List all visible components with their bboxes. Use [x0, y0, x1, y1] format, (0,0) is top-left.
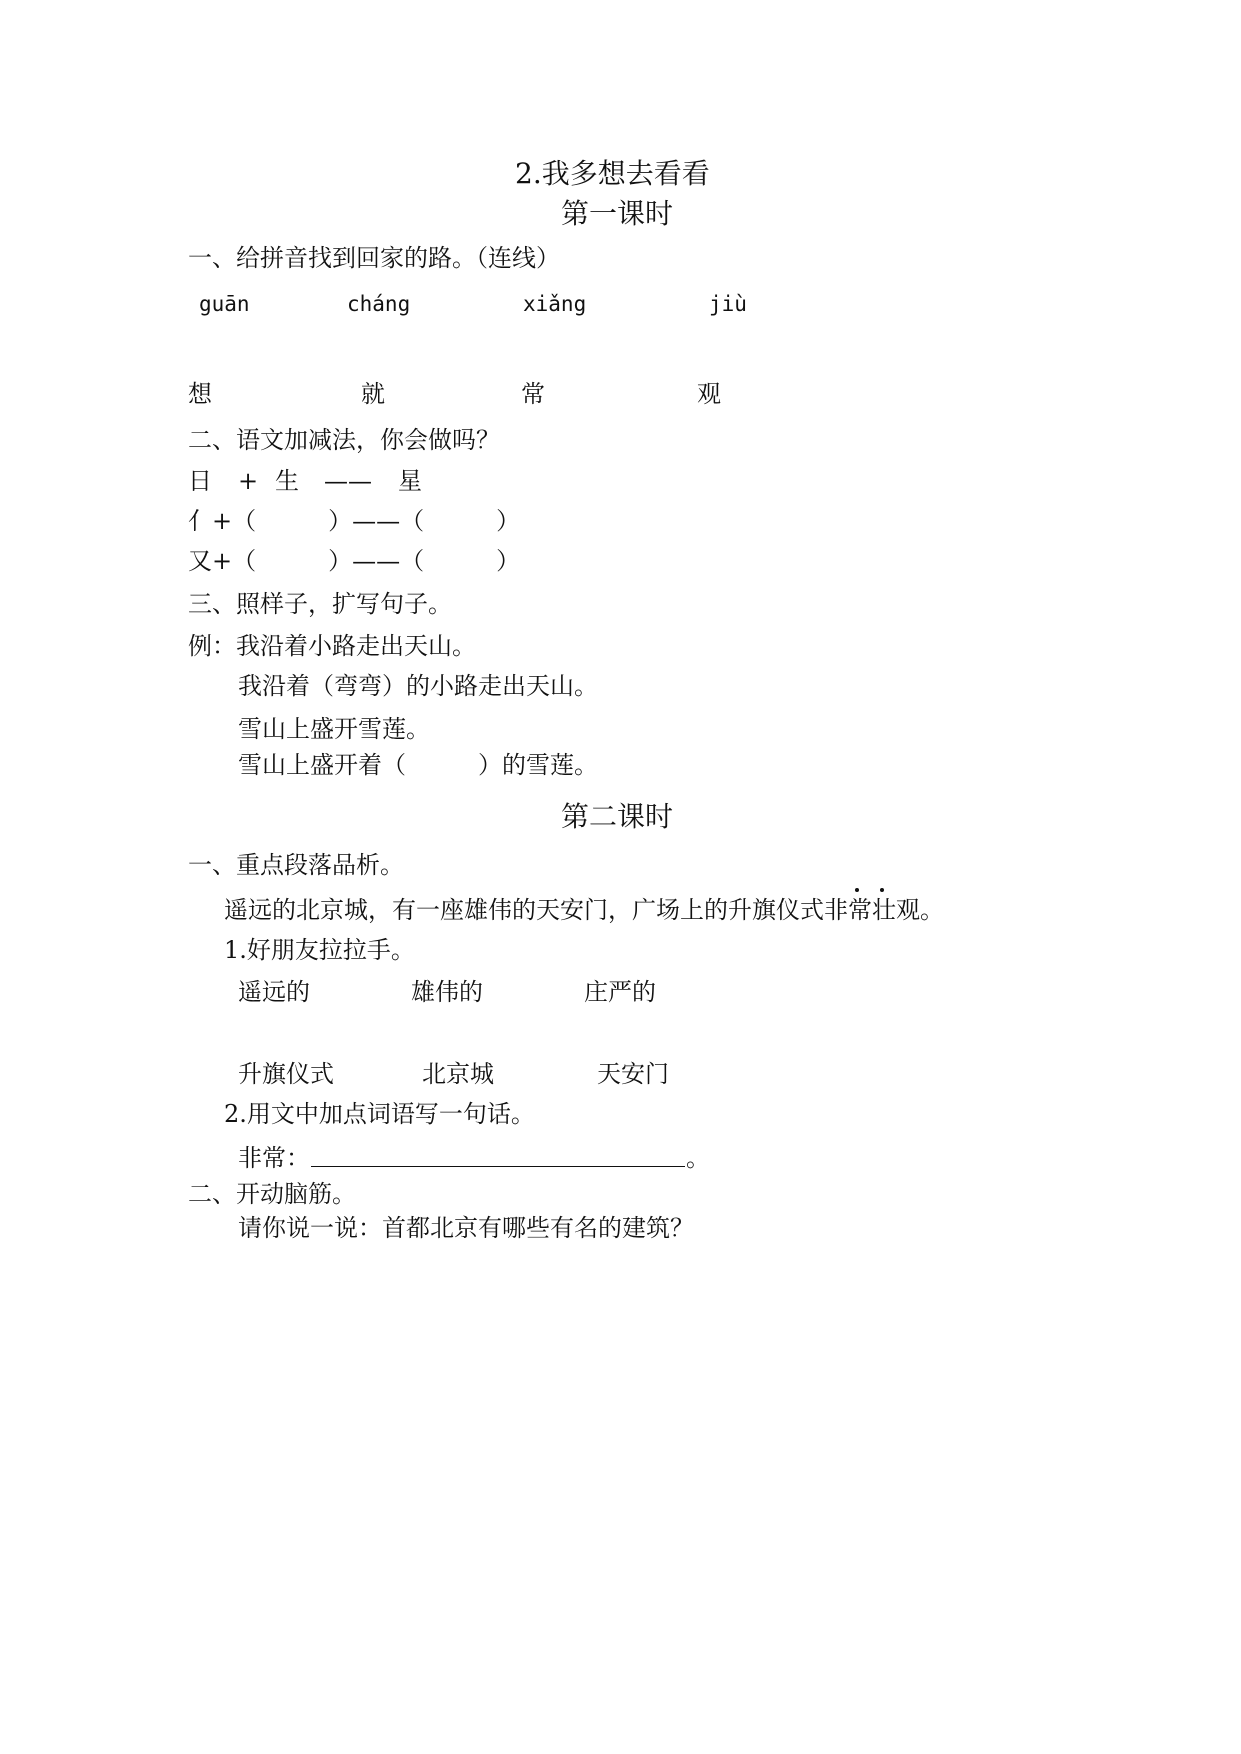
example-a: 日 — [188, 467, 212, 495]
example-label: 例：我沿着小路走出天山。 — [188, 632, 476, 660]
l1-q1-prompt: 一、给拼音找到回家的路。（连线） — [188, 244, 560, 272]
answer-word: 非常： — [238, 1144, 310, 1172]
pinyin-item: jiù — [709, 292, 747, 316]
sub1-label: 1.好朋友拉拉手。 — [224, 936, 415, 964]
char-item: 就 — [361, 380, 385, 408]
radical-row-2: 又+（ ）——（ ） — [188, 547, 521, 575]
radical-row-1: 亻+（ ）——（ ） — [188, 507, 521, 535]
page-title: 2.我多想去看看 — [515, 157, 710, 190]
emphasis-dot — [880, 888, 884, 892]
match-top-item: 庄严的 — [584, 978, 656, 1006]
pinyin-item: xiǎng — [523, 292, 587, 316]
example-b: 生 — [275, 467, 299, 495]
char-item: 想 — [188, 380, 212, 408]
match-top-item: 雄伟的 — [411, 978, 483, 1006]
match-bottom-item: 天安门 — [597, 1060, 669, 1088]
match-bottom-item: 升旗仪式 — [238, 1060, 334, 1088]
match-bottom-item: 北京城 — [422, 1060, 494, 1088]
char-item: 观 — [697, 380, 721, 408]
example-dash: —— — [324, 467, 372, 495]
example-result: 星 — [398, 467, 422, 495]
lesson1-heading: 第一课时 — [561, 197, 674, 230]
lesson2-heading: 第二课时 — [561, 800, 674, 833]
passage: 遥远的北京城，有一座雄伟的天安门，广场上的升旗仪式非常壮观。 — [224, 896, 944, 924]
answer-line[interactable] — [311, 1166, 685, 1167]
l1-q2-prompt: 二、语文加减法，你会做吗？ — [188, 426, 500, 454]
example-plus: + — [238, 467, 259, 495]
example-expanded: 我沿着（弯弯）的小路走出天山。 — [238, 672, 598, 700]
l2-q2-prompt: 二、开动脑筋。 — [188, 1180, 356, 1208]
l2-q2-question: 请你说一说：首都北京有哪些有名的建筑？ — [238, 1214, 694, 1242]
l2-q1-prompt: 一、重点段落品析。 — [188, 851, 404, 879]
answer-end: 。 — [686, 1144, 710, 1172]
char-item: 常 — [521, 380, 545, 408]
exercise-fill: 雪山上盛开着（ ）的雪莲。 — [238, 751, 598, 779]
match-top-item: 遥远的 — [238, 978, 310, 1006]
sub2-label: 2.用文中加点词语写一句话。 — [224, 1100, 535, 1128]
pinyin-item: guān — [199, 292, 250, 316]
emphasis-dot — [855, 888, 859, 892]
pinyin-item: cháng — [347, 292, 411, 316]
exercise-sentence: 雪山上盛开雪莲。 — [238, 715, 430, 743]
l1-q3-prompt: 三、照样子，扩写句子。 — [188, 590, 452, 618]
